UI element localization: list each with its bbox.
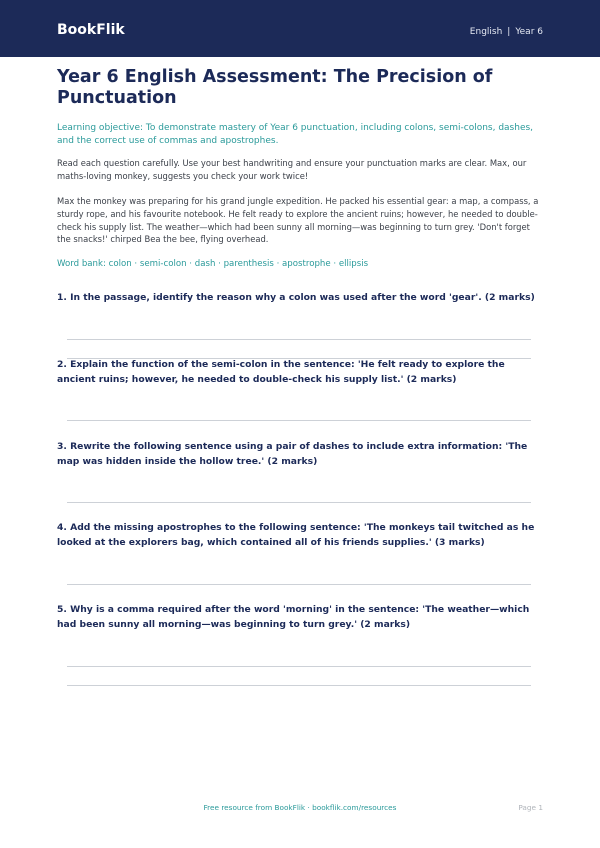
header-bar <box>0 0 600 57</box>
question-5: 5. Why is a comma required after the word 'morning' in the sentence: 'The weather—which had been sunny all morning—was beginning to turn grey.' (2 marks) <box>57 604 530 630</box>
answer-line[interactable] <box>67 666 531 667</box>
question-4: 4. Add the missing apostrophes to the following sentence: 'The monkeys tail twitched as he looked at the explorers bag, which contained all of his friends supplies.' (3 marks) <box>57 522 535 548</box>
answer-line[interactable] <box>67 685 531 686</box>
word-bank: Word bank: colon · semi-colon · dash · parenthesis · apostrophe · ellipsis <box>57 259 369 269</box>
page-title: Year 6 English Assessment: The Precision of Punctuation <box>57 67 493 108</box>
subject-label: English <box>469 27 503 37</box>
year-label: Year 6 <box>515 27 543 37</box>
page-number: Page 1 <box>518 803 543 812</box>
question-3: 3. Rewrite the following sentence using a pair of dashes to include extra information: 'The map was hidden inside the hollow tree.' (2 marks) <box>57 441 528 467</box>
footer-source[interactable]: Free resource from BookFlik · bookflik.com/resources <box>203 803 397 812</box>
question-1: 1. In the passage, identify the reason why a colon was used after the word 'gear'. (2 marks) <box>57 292 535 303</box>
learning-objective: Learning objective: To demonstrate mastery of Year 6 punctuation, including colons, semi-colons, dashes, and the correct use of commas and apostrophes. <box>57 123 534 146</box>
meta-separator: | <box>507 27 511 37</box>
instructions: Read each question carefully. Use your best handwriting and ensure your punctuation marks are clear. Max, our maths-loving monkey, suggests you check your work twice! <box>57 158 527 181</box>
subject-year <box>470 27 543 37</box>
answer-line[interactable] <box>67 420 531 421</box>
answer-line[interactable] <box>67 584 531 585</box>
answer-line[interactable] <box>67 502 531 503</box>
brand-logo[interactable]: BookFlik <box>57 22 125 38</box>
reading-passage: Max the monkey was preparing for his grand jungle expedition. He packed his essential gear: a map, a compass, a sturdy rope, and his favourite notebook. He felt ready to explore the ancient ruins; however, he needed to double-check his supply list. The weather—which had been sunny all morning—was beginning to turn grey. 'Don't forget the snacks!' chirped Bea the bee, flying overhead. <box>57 196 539 245</box>
question-2: 2. Explain the function of the semi-colon in the sentence: 'He felt ready to explore the ancient ruins; however, he needed to double-check his supply list.' (2 marks) <box>57 359 505 385</box>
answer-line[interactable] <box>67 339 531 340</box>
